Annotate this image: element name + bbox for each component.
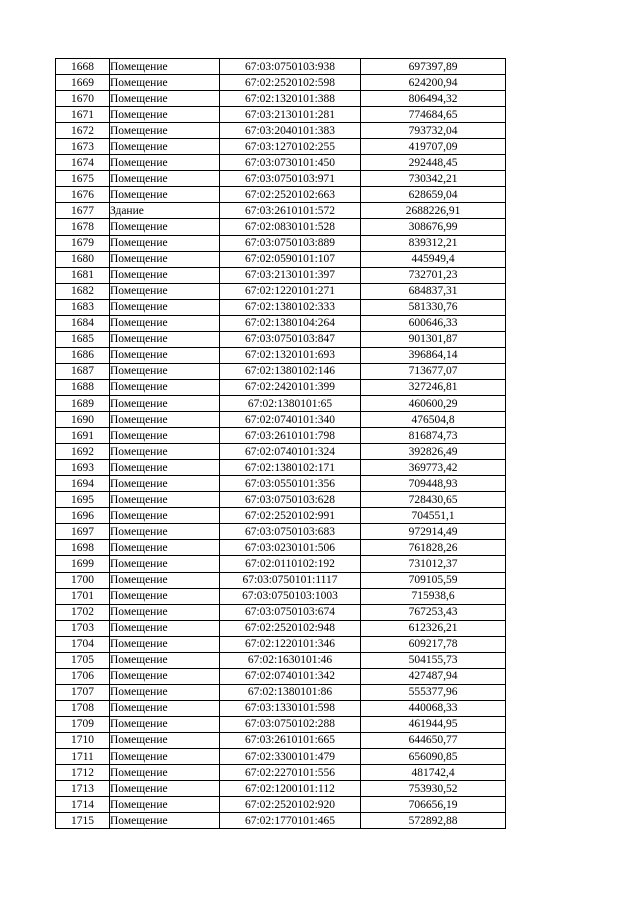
cadastral-number-cell: 67:03:0750103:847 [220, 331, 361, 347]
row-number-cell: 1672 [56, 123, 110, 139]
table-row [56, 604, 506, 620]
object-type-cell: Помещение [110, 428, 220, 444]
object-type-cell: Помещение [110, 379, 220, 395]
cadastral-number-cell: 67:02:0590101:107 [220, 251, 361, 267]
cadastral-value-cell: 972914,49 [361, 524, 506, 540]
row-number-cell: 1713 [56, 781, 110, 797]
table-row [56, 572, 506, 588]
cadastral-number-cell: 67:03:2610101:798 [220, 428, 361, 444]
row-number-cell: 1687 [56, 363, 110, 379]
table-row [56, 684, 506, 700]
table-row [56, 379, 506, 395]
table-row [56, 556, 506, 572]
table-row [56, 59, 506, 75]
row-number-cell: 1697 [56, 524, 110, 540]
cadastral-value-cell: 684837,31 [361, 283, 506, 299]
cadastral-number-cell: 67:02:2420101:399 [220, 379, 361, 395]
row-number-cell: 1698 [56, 540, 110, 556]
row-number-cell: 1700 [56, 572, 110, 588]
table-row [56, 267, 506, 283]
cadastral-value-cell: 504155,73 [361, 652, 506, 668]
object-type-cell: Помещение [110, 107, 220, 123]
object-type-cell: Помещение [110, 492, 220, 508]
table-row [56, 219, 506, 235]
object-type-cell: Помещение [110, 412, 220, 428]
table-row [56, 299, 506, 315]
object-type-cell: Помещение [110, 620, 220, 636]
cadastral-value-cell: 609217,78 [361, 636, 506, 652]
cadastral-number-cell: 67:02:1200101:112 [220, 781, 361, 797]
table-row [56, 139, 506, 155]
cadastral-number-cell: 67:02:2520102:663 [220, 187, 361, 203]
table-row [56, 203, 506, 219]
cadastral-number-cell: 67:02:2520102:920 [220, 797, 361, 813]
row-number-cell: 1674 [56, 155, 110, 171]
object-type-cell: Помещение [110, 684, 220, 700]
cadastral-value-cell: 704551,1 [361, 508, 506, 524]
object-type-cell: Помещение [110, 299, 220, 315]
row-number-cell: 1677 [56, 203, 110, 219]
cadastral-value-cell: 600646,33 [361, 315, 506, 331]
row-number-cell: 1678 [56, 219, 110, 235]
cadastral-number-cell: 67:03:0230101:506 [220, 540, 361, 556]
object-type-cell: Помещение [110, 652, 220, 668]
object-type-cell: Помещение [110, 395, 220, 411]
object-type-cell: Помещение [110, 139, 220, 155]
table-row [56, 765, 506, 781]
row-number-cell: 1699 [56, 556, 110, 572]
cadastral-value-cell: 461944,95 [361, 716, 506, 732]
table-row [56, 749, 506, 765]
cadastral-number-cell: 67:03:2610101:665 [220, 732, 361, 748]
cadastral-number-cell: 67:02:1380102:171 [220, 460, 361, 476]
row-number-cell: 1707 [56, 684, 110, 700]
object-type-cell: Помещение [110, 668, 220, 684]
row-number-cell: 1703 [56, 620, 110, 636]
cadastral-value-cell: 901301,87 [361, 331, 506, 347]
object-type-cell: Помещение [110, 476, 220, 492]
cadastral-value-cell: 628659,04 [361, 187, 506, 203]
cadastral-number-cell: 67:02:2520102:991 [220, 508, 361, 524]
cadastral-number-cell: 67:03:0550101:356 [220, 476, 361, 492]
row-number-cell: 1715 [56, 813, 110, 829]
object-type-cell: Помещение [110, 460, 220, 476]
row-number-cell: 1683 [56, 299, 110, 315]
cadastral-value-cell: 839312,21 [361, 235, 506, 251]
row-number-cell: 1710 [56, 732, 110, 748]
row-number-cell: 1684 [56, 315, 110, 331]
cadastral-number-cell: 67:03:0750103:971 [220, 171, 361, 187]
object-type-cell: Здание [110, 203, 220, 219]
table-row [56, 428, 506, 444]
cadastral-value-cell: 697397,89 [361, 59, 506, 75]
object-type-cell: Помещение [110, 187, 220, 203]
cadastral-number-cell: 67:02:2520102:598 [220, 75, 361, 91]
row-number-cell: 1682 [56, 283, 110, 299]
cadastral-number-cell: 67:02:0830101:528 [220, 219, 361, 235]
object-type-cell: Помещение [110, 813, 220, 829]
object-type-cell: Помещение [110, 781, 220, 797]
object-type-cell: Помещение [110, 732, 220, 748]
cadastral-value-cell: 476504,8 [361, 412, 506, 428]
table-row [56, 540, 506, 556]
cadastral-value-cell: 555377,96 [361, 684, 506, 700]
table-row [56, 235, 506, 251]
cadastral-number-cell: 67:03:0750103:674 [220, 604, 361, 620]
cadastral-value-cell: 709105,59 [361, 572, 506, 588]
row-number-cell: 1673 [56, 139, 110, 155]
table-row [56, 363, 506, 379]
cadastral-number-cell: 67:03:2610101:572 [220, 203, 361, 219]
table-row [56, 732, 506, 748]
object-type-cell: Помещение [110, 171, 220, 187]
cadastral-value-cell: 292448,45 [361, 155, 506, 171]
object-type-cell: Помещение [110, 155, 220, 171]
table-row [56, 492, 506, 508]
object-type-cell: Помещение [110, 283, 220, 299]
cadastral-number-cell: 67:03:0730101:450 [220, 155, 361, 171]
cadastral-value-cell: 728430,65 [361, 492, 506, 508]
cadastral-number-cell: 67:02:1380102:146 [220, 363, 361, 379]
cadastral-number-cell: 67:03:2130101:397 [220, 267, 361, 283]
row-number-cell: 1675 [56, 171, 110, 187]
cadastral-value-cell: 713677,07 [361, 363, 506, 379]
cadastral-number-cell: 67:03:0750103:938 [220, 59, 361, 75]
cadastral-value-cell: 753930,52 [361, 781, 506, 797]
table-row [56, 187, 506, 203]
cadastral-value-cell: 427487,94 [361, 668, 506, 684]
cadastral-number-cell: 67:02:2270101:556 [220, 765, 361, 781]
cadastral-value-cell: 2688226,91 [361, 203, 506, 219]
object-type-cell: Помещение [110, 267, 220, 283]
cadastral-number-cell: 67:02:0110102:192 [220, 556, 361, 572]
row-number-cell: 1669 [56, 75, 110, 91]
cadastral-value-cell: 774684,65 [361, 107, 506, 123]
cadastral-value-cell: 624200,94 [361, 75, 506, 91]
cadastral-value-cell: 612326,21 [361, 620, 506, 636]
object-type-cell: Помещение [110, 572, 220, 588]
row-number-cell: 1681 [56, 267, 110, 283]
table-body [56, 59, 506, 829]
object-type-cell: Помещение [110, 91, 220, 107]
cadastral-number-cell: 67:02:0740101:342 [220, 668, 361, 684]
cadastral-value-cell: 460600,29 [361, 395, 506, 411]
object-type-cell: Помещение [110, 765, 220, 781]
table-row [56, 508, 506, 524]
cadastral-value-cell: 793732,04 [361, 123, 506, 139]
row-number-cell: 1706 [56, 668, 110, 684]
object-type-cell: Помещение [110, 700, 220, 716]
row-number-cell: 1668 [56, 59, 110, 75]
cadastral-value-cell: 440068,33 [361, 700, 506, 716]
cadastral-value-cell: 481742,4 [361, 765, 506, 781]
cadastral-number-cell: 67:02:1380101:86 [220, 684, 361, 700]
table-row [56, 171, 506, 187]
table-row [56, 813, 506, 829]
table-row [56, 460, 506, 476]
cadastral-number-cell: 67:02:1630101:46 [220, 652, 361, 668]
object-type-cell: Помещение [110, 123, 220, 139]
cadastral-number-cell: 67:02:0740101:324 [220, 444, 361, 460]
object-type-cell: Помещение [110, 235, 220, 251]
object-type-cell: Помещение [110, 588, 220, 604]
row-number-cell: 1686 [56, 347, 110, 363]
cadastral-value-cell: 369773,42 [361, 460, 506, 476]
cadastral-value-cell: 644650,77 [361, 732, 506, 748]
row-number-cell: 1671 [56, 107, 110, 123]
cadastral-value-cell: 308676,99 [361, 219, 506, 235]
table-row [56, 588, 506, 604]
cadastral-value-cell: 392826,49 [361, 444, 506, 460]
table-row [56, 155, 506, 171]
cadastral-value-cell: 767253,43 [361, 604, 506, 620]
cadastral-number-cell: 67:03:2130101:281 [220, 107, 361, 123]
cadastral-value-cell: 715938,6 [361, 588, 506, 604]
table-row [56, 797, 506, 813]
table-row [56, 315, 506, 331]
cadastral-value-cell: 581330,76 [361, 299, 506, 315]
object-type-cell: Помещение [110, 524, 220, 540]
cadastral-value-cell: 706656,19 [361, 797, 506, 813]
object-type-cell: Помещение [110, 444, 220, 460]
table-row [56, 652, 506, 668]
table-row [56, 444, 506, 460]
row-number-cell: 1694 [56, 476, 110, 492]
table-row [56, 476, 506, 492]
table-row [56, 347, 506, 363]
cadastral-value-table [55, 58, 506, 829]
row-number-cell: 1690 [56, 412, 110, 428]
object-type-cell: Помещение [110, 636, 220, 652]
cadastral-number-cell: 67:03:2040101:383 [220, 123, 361, 139]
table-row [56, 716, 506, 732]
cadastral-value-cell: 396864,14 [361, 347, 506, 363]
cadastral-number-cell: 67:02:1320101:693 [220, 347, 361, 363]
table-row [56, 123, 506, 139]
table-row [56, 700, 506, 716]
object-type-cell: Помещение [110, 540, 220, 556]
table-row [56, 251, 506, 267]
table-row [56, 283, 506, 299]
object-type-cell: Помещение [110, 716, 220, 732]
row-number-cell: 1711 [56, 749, 110, 765]
table-row [56, 781, 506, 797]
row-number-cell: 1689 [56, 395, 110, 411]
cadastral-value-cell: 419707,09 [361, 139, 506, 155]
cadastral-number-cell: 67:02:1380101:65 [220, 395, 361, 411]
row-number-cell: 1693 [56, 460, 110, 476]
object-type-cell: Помещение [110, 331, 220, 347]
cadastral-number-cell: 67:02:1380102:333 [220, 299, 361, 315]
cadastral-number-cell: 67:03:0750101:1117 [220, 572, 361, 588]
cadastral-value-cell: 445949,4 [361, 251, 506, 267]
table-row [56, 668, 506, 684]
table-row [56, 331, 506, 347]
row-number-cell: 1695 [56, 492, 110, 508]
cadastral-value-cell: 806494,32 [361, 91, 506, 107]
object-type-cell: Помещение [110, 219, 220, 235]
row-number-cell: 1691 [56, 428, 110, 444]
table-row [56, 91, 506, 107]
row-number-cell: 1680 [56, 251, 110, 267]
table-row [56, 75, 506, 91]
table-row [56, 395, 506, 411]
cadastral-number-cell: 67:02:1380104:264 [220, 315, 361, 331]
object-type-cell: Помещение [110, 749, 220, 765]
cadastral-number-cell: 67:02:0740101:340 [220, 412, 361, 428]
cadastral-number-cell: 67:02:1770101:465 [220, 813, 361, 829]
cadastral-number-cell: 67:02:3300101:479 [220, 749, 361, 765]
row-number-cell: 1692 [56, 444, 110, 460]
row-number-cell: 1685 [56, 331, 110, 347]
cadastral-number-cell: 67:03:0750103:889 [220, 235, 361, 251]
row-number-cell: 1679 [56, 235, 110, 251]
table-row [56, 107, 506, 123]
cadastral-value-cell: 731012,37 [361, 556, 506, 572]
table-row [56, 412, 506, 428]
cadastral-number-cell: 67:03:0750103:628 [220, 492, 361, 508]
table-row [56, 620, 506, 636]
object-type-cell: Помещение [110, 251, 220, 267]
cadastral-number-cell: 67:02:2520102:948 [220, 620, 361, 636]
row-number-cell: 1705 [56, 652, 110, 668]
cadastral-value-cell: 709448,93 [361, 476, 506, 492]
row-number-cell: 1696 [56, 508, 110, 524]
object-type-cell: Помещение [110, 508, 220, 524]
cadastral-value-cell: 327246,81 [361, 379, 506, 395]
cadastral-value-cell: 761828,26 [361, 540, 506, 556]
row-number-cell: 1702 [56, 604, 110, 620]
row-number-cell: 1709 [56, 716, 110, 732]
object-type-cell: Помещение [110, 556, 220, 572]
cadastral-value-cell: 572892,88 [361, 813, 506, 829]
cadastral-number-cell: 67:03:0750102:288 [220, 716, 361, 732]
table-row [56, 636, 506, 652]
object-type-cell: Помещение [110, 347, 220, 363]
row-number-cell: 1676 [56, 187, 110, 203]
cadastral-number-cell: 67:02:1320101:388 [220, 91, 361, 107]
cadastral-number-cell: 67:03:1270102:255 [220, 139, 361, 155]
row-number-cell: 1712 [56, 765, 110, 781]
cadastral-number-cell: 67:02:1220101:346 [220, 636, 361, 652]
cadastral-value-cell: 656090,85 [361, 749, 506, 765]
row-number-cell: 1714 [56, 797, 110, 813]
cadastral-value-cell: 730342,21 [361, 171, 506, 187]
object-type-cell: Помещение [110, 363, 220, 379]
object-type-cell: Помещение [110, 59, 220, 75]
cadastral-number-cell: 67:03:0750103:683 [220, 524, 361, 540]
object-type-cell: Помещение [110, 604, 220, 620]
cadastral-number-cell: 67:02:1220101:271 [220, 283, 361, 299]
row-number-cell: 1688 [56, 379, 110, 395]
row-number-cell: 1708 [56, 700, 110, 716]
table-row [56, 524, 506, 540]
object-type-cell: Помещение [110, 75, 220, 91]
row-number-cell: 1704 [56, 636, 110, 652]
cadastral-value-cell: 732701,23 [361, 267, 506, 283]
object-type-cell: Помещение [110, 797, 220, 813]
cadastral-number-cell: 67:03:0750103:1003 [220, 588, 361, 604]
row-number-cell: 1701 [56, 588, 110, 604]
cadastral-number-cell: 67:03:1330101:598 [220, 700, 361, 716]
row-number-cell: 1670 [56, 91, 110, 107]
object-type-cell: Помещение [110, 315, 220, 331]
cadastral-value-cell: 816874,73 [361, 428, 506, 444]
